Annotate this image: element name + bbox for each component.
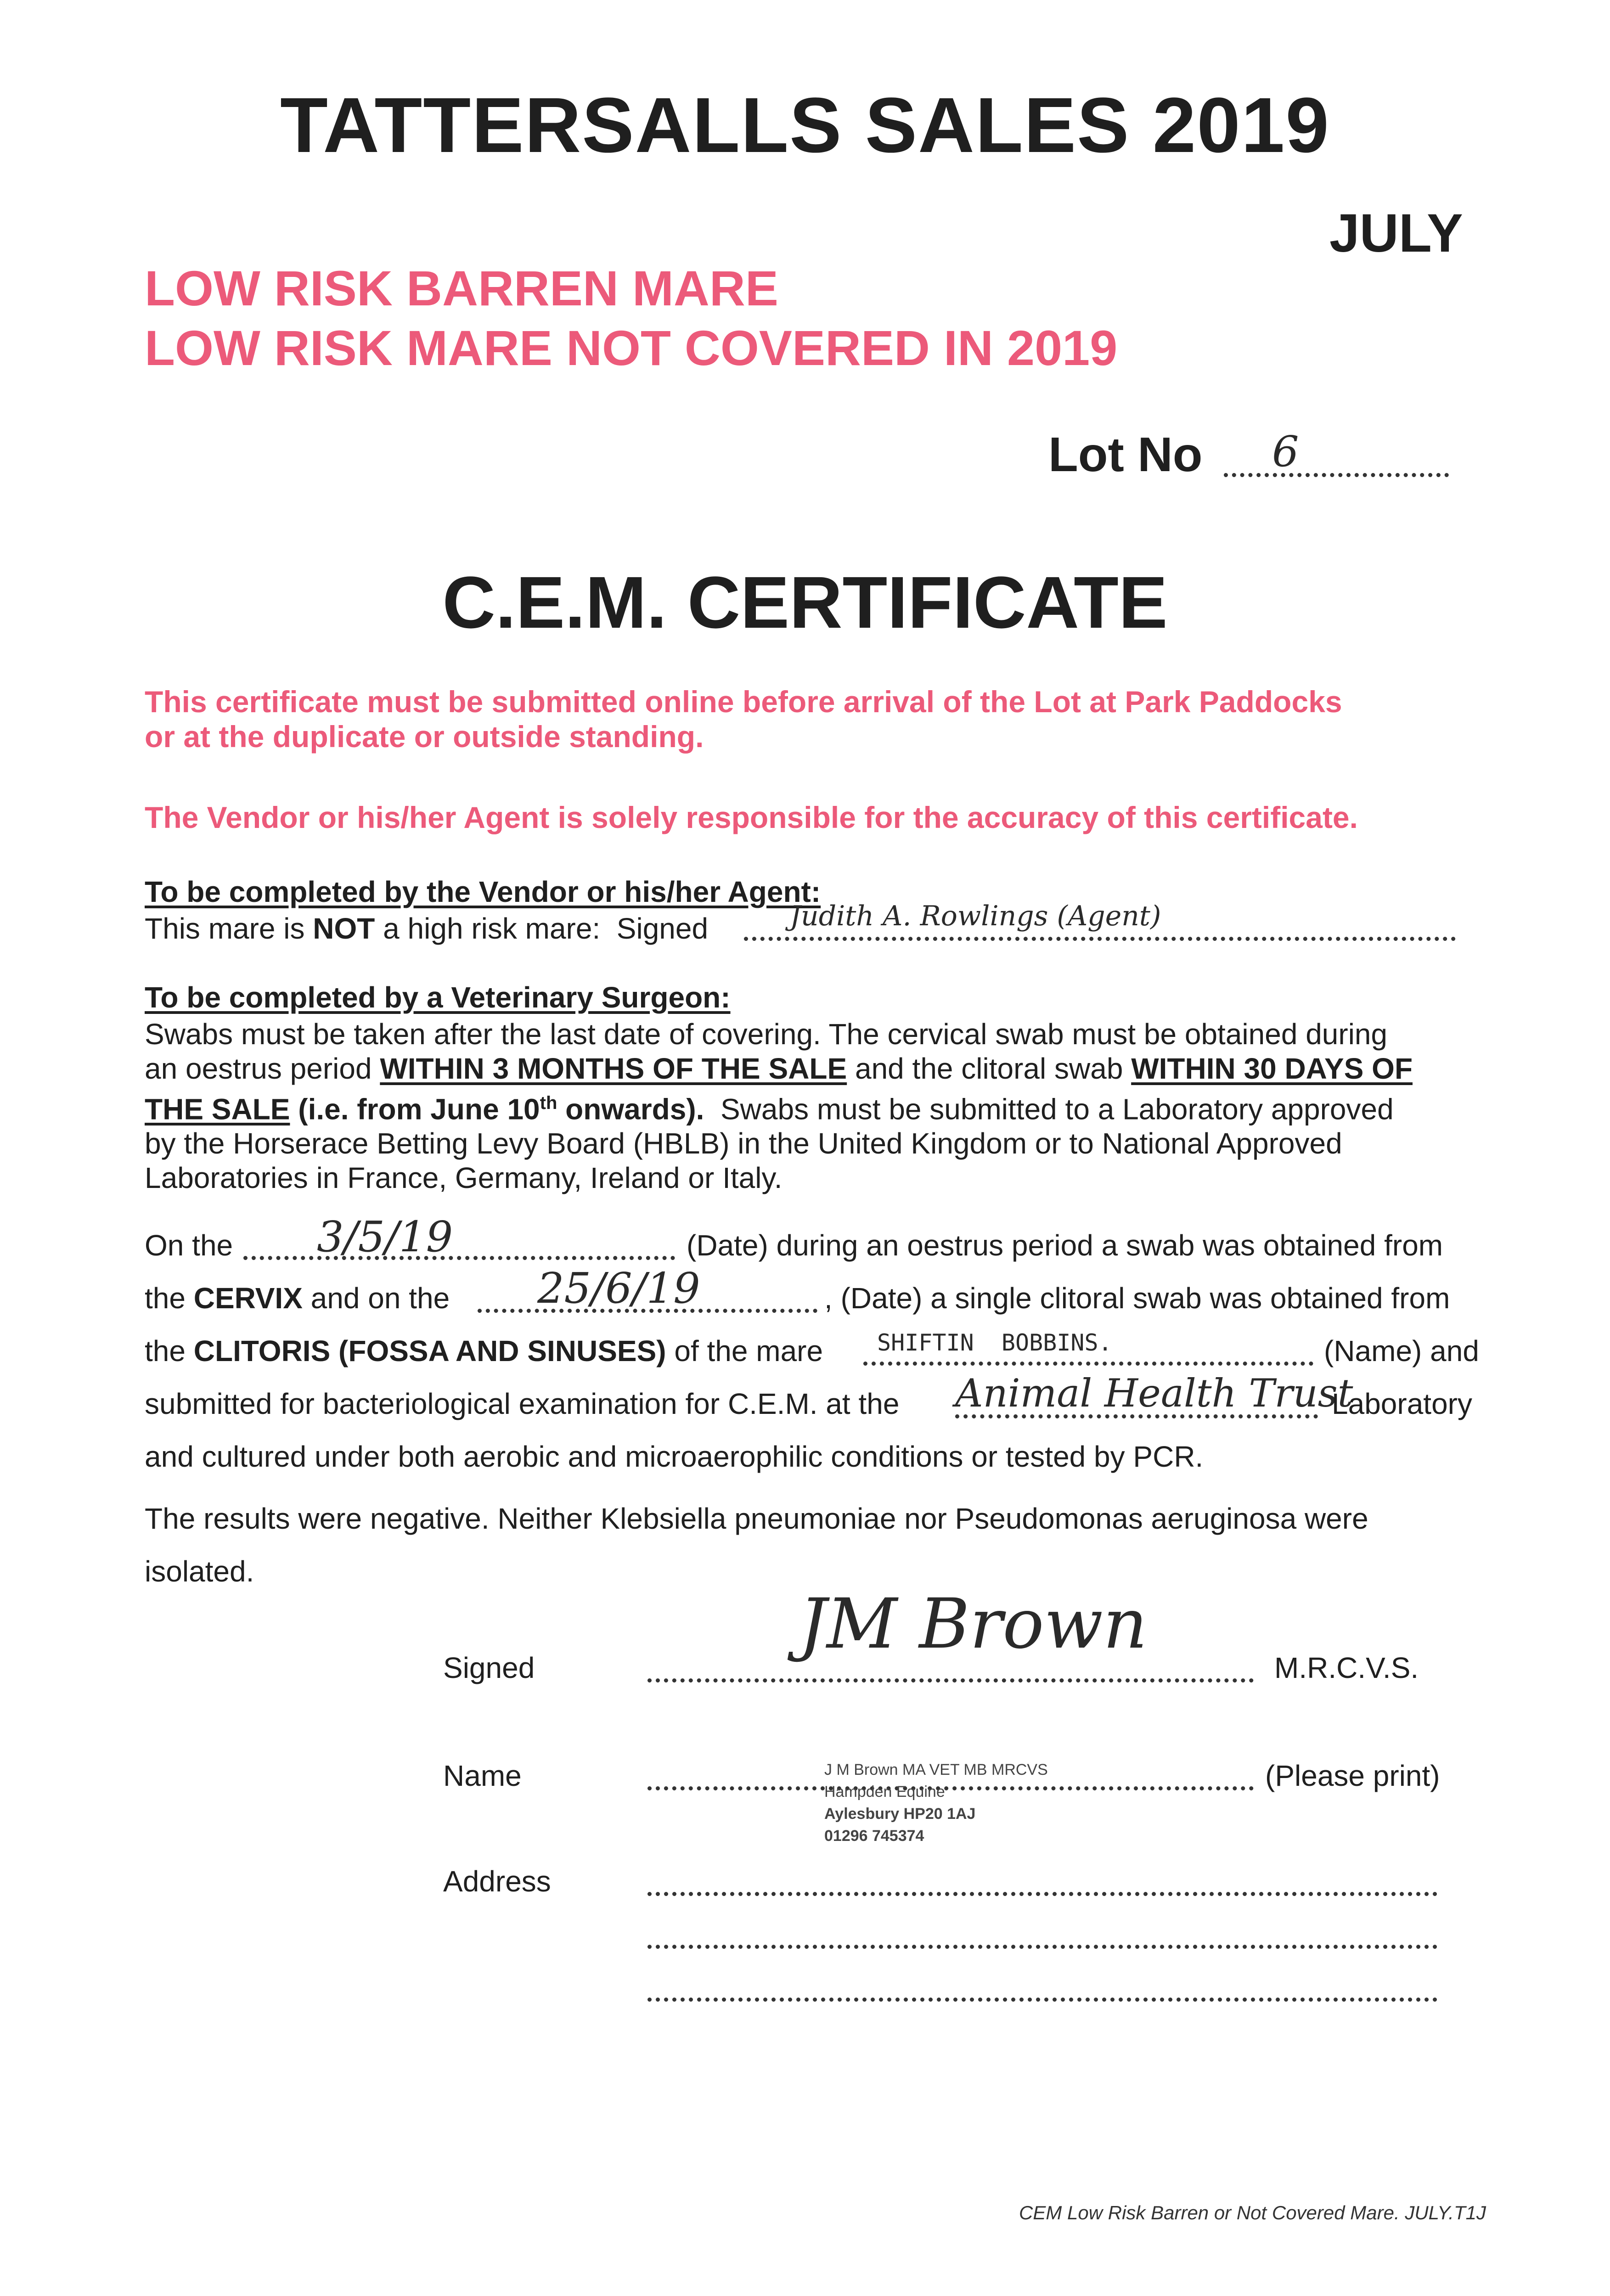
- mare-name-handwritten: SHIFTIN BOBBINS.: [877, 1329, 1112, 1356]
- lot-dotted-line: [1224, 473, 1449, 477]
- vet-line3: [145, 1086, 1486, 1126]
- vet-line2-b: WITHIN 3 MONTHS OF THE SALE: [380, 1052, 847, 1085]
- subtitle-barren-mare: LOW RISK BARREN MARE: [145, 260, 778, 316]
- vendor-section-heading: To be completed by the Vendor or his/her Agent:: [145, 875, 821, 908]
- clitoris-of-the-mare: of the mare: [666, 1334, 823, 1367]
- date2-handwritten: 25/6/19: [537, 1264, 700, 1313]
- vet-line3-c: onwards).: [557, 1092, 704, 1126]
- laboratory-word: Laboratory: [1332, 1387, 1472, 1420]
- stamp-line3: Aylesbury HP20 1AJ: [824, 1805, 976, 1823]
- document-title: TATTERSALLS SALES 2019: [280, 82, 1330, 169]
- vet-line3-d: Swabs must be submitted to a Laboratory approved: [704, 1092, 1394, 1126]
- address-label: Address: [443, 1865, 551, 1898]
- submitted-text: submitted for bacteriological examination for C.E.M. at the: [145, 1387, 900, 1420]
- vet-line3-b: (i.e. from June 10: [290, 1092, 540, 1126]
- submit-notice-line1: This certificate must be submitted online before arrival of the Lot at Park Paddocks: [145, 685, 1342, 719]
- responsibility-notice: The Vendor or his/her Agent is solely responsible for the accuracy of this certificate.: [145, 800, 1358, 834]
- vendor-signature-line: [744, 937, 1456, 941]
- date2-suffix: , (Date) a single clitoral swab was obtained from: [824, 1282, 1450, 1315]
- submit-notice-line2: or at the duplicate or outside standing.: [145, 720, 704, 754]
- date1-handwritten: 3/5/19: [317, 1212, 453, 1261]
- vet-signature: JM Brown: [799, 1584, 1148, 1664]
- subtitle-not-covered: LOW RISK MARE NOT COVERED IN 2019: [145, 320, 1118, 376]
- lot-number-handwritten: 6: [1272, 427, 1299, 476]
- results-line2: isolated.: [145, 1555, 254, 1588]
- vet-line3-sup: th: [540, 1093, 557, 1113]
- address-line-2: [647, 1945, 1437, 1949]
- sale-month: JULY: [1329, 203, 1463, 264]
- vet-line2-a: an oestrus period: [145, 1052, 380, 1085]
- clitoris-line: [145, 1334, 823, 1368]
- vet-address-stamp: [824, 1759, 1048, 1847]
- swab-on-the: On the: [145, 1229, 233, 1262]
- vendor-declaration: [145, 912, 708, 945]
- submit-notice: [145, 684, 1486, 754]
- cervix-bold: CERVIX: [193, 1282, 303, 1315]
- lot-label: Lot No: [1048, 428, 1203, 482]
- stamp-line4: 01296 745374: [824, 1827, 924, 1845]
- mare-name-line: [863, 1362, 1313, 1366]
- vet-line2-c: and the clitoral swab: [847, 1052, 1132, 1085]
- mrcvs-label: M.R.C.V.S.: [1274, 1651, 1419, 1684]
- address-line-3: [647, 1998, 1437, 2002]
- vet-section-heading: To be completed by a Veterinary Surgeon:: [145, 981, 731, 1014]
- date1-suffix: (Date) during an oestrus period a swab was obtained from: [687, 1229, 1443, 1262]
- vet-line2-d: WITHIN 30 DAYS OF: [1131, 1052, 1413, 1085]
- name-label: Name: [443, 1759, 522, 1792]
- results-text: [145, 1492, 1486, 1598]
- vet-line2: [145, 1052, 1486, 1086]
- cervix-and-on-the: and on the: [302, 1282, 450, 1315]
- cervix-line: [145, 1281, 450, 1315]
- vet-line5: Laboratories in France, Germany, Ireland or Italy.: [145, 1161, 782, 1195]
- laboratory-handwritten: Animal Health Trust: [955, 1371, 1353, 1416]
- cultured-text: and cultured under both aerobic and microaerophilic conditions or tested by PCR.: [145, 1440, 1204, 1473]
- results-line1: The results were negative. Neither Klebsiella pneumoniae nor Pseudomonas aeruginosa were: [145, 1502, 1368, 1535]
- clitoris-the: the: [145, 1334, 194, 1367]
- vendor-text-after: a high risk mare: Signed: [375, 912, 709, 945]
- vendor-text-before: This mare is: [145, 912, 313, 945]
- vet-line4: by the Horserace Betting Levy Board (HBLB) in the United Kingdom or to National Approved: [145, 1127, 1342, 1160]
- signed-label: Signed: [443, 1651, 535, 1684]
- stamp-line1: J M Brown MA VET MB MRCVS: [824, 1761, 1048, 1778]
- please-print: (Please print): [1265, 1759, 1440, 1792]
- address-line-1: [647, 1892, 1437, 1896]
- cervix-the: the: [145, 1282, 194, 1315]
- name-and: (Name) and: [1324, 1334, 1479, 1367]
- vendor-signature: Judith A. Rowlings (Agent): [790, 900, 1161, 932]
- clitoris-bold: CLITORIS (FOSSA AND SINUSES): [193, 1334, 666, 1367]
- vet-line1: Swabs must be taken after the last date of covering. The cervical swab must be obtained during: [145, 1018, 1388, 1051]
- certificate-title: C.E.M. CERTIFICATE: [442, 561, 1168, 643]
- footer-reference: CEM Low Risk Barren or Not Covered Mare. JULY.T1J: [1019, 2202, 1486, 2223]
- stamp-line2: Hampden Equine: [824, 1783, 945, 1801]
- date1-line: [243, 1256, 675, 1260]
- vet-signature-line: [647, 1678, 1254, 1683]
- vet-line3-a: THE SALE: [145, 1092, 290, 1126]
- vet-instructions: [145, 1017, 1486, 1195]
- vendor-text-not: NOT: [313, 912, 375, 945]
